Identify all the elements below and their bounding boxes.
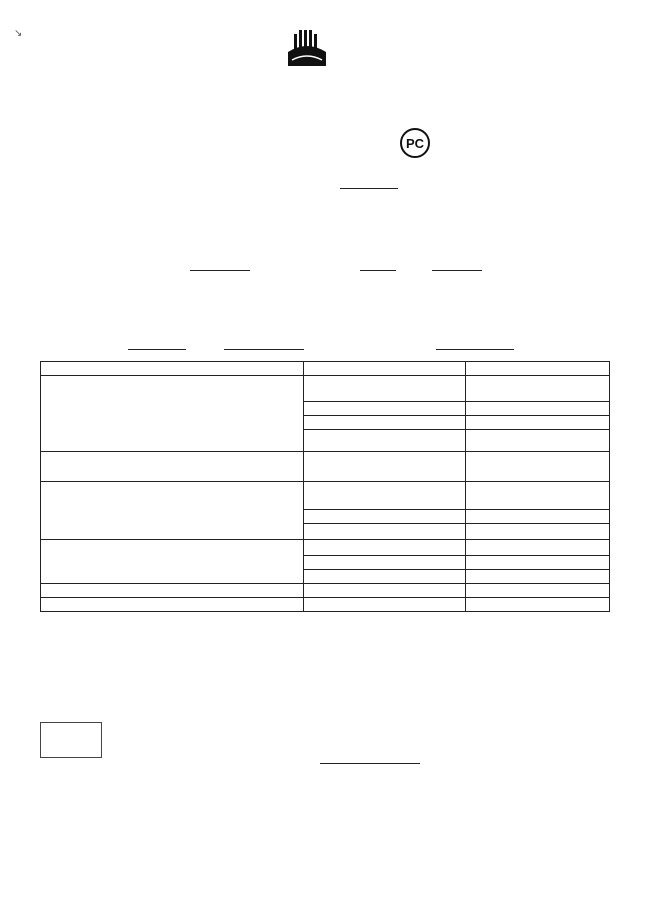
rosneft-logo: [282, 30, 332, 70]
svg-text:PC: PC: [405, 136, 425, 151]
quality-table: [40, 361, 610, 611]
seal-area: [40, 722, 102, 758]
corner-mark: ↘: [14, 28, 23, 39]
cert-mark-icon: [398, 128, 432, 160]
